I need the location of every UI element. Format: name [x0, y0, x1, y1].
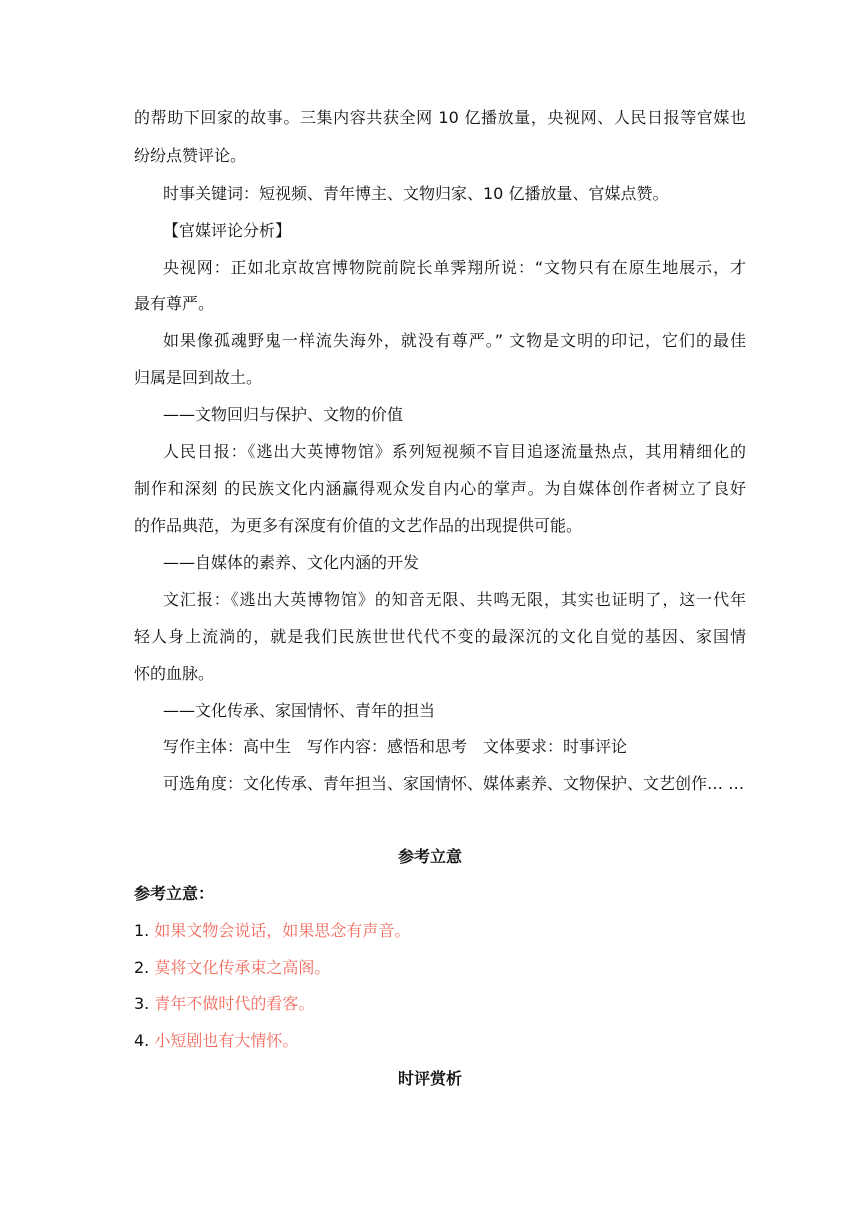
wenhui-line-3: 怀的血脉。 — [134, 664, 215, 683]
cctv-line-4: 归属是回到故土。 — [134, 368, 263, 387]
intro-line-2: 纷纷点赞评论。 — [134, 146, 247, 165]
writing-requirements: 写作主体：高中生 写作内容：感悟和思考 文体要求：时事评论 — [163, 737, 628, 756]
idea-number: 4. — [134, 1031, 150, 1050]
cctv-line-1: 央视网：正如北京故宫博物院前院长单霁翔所说：“文物只有在原生地展示，才 — [163, 258, 746, 277]
intro-line-1: 的帮助下回家的故事。三集内容共获全网 10 亿播放量，央视网、人民日报等官媒也 — [134, 108, 746, 127]
idea-number: 2. — [134, 958, 150, 977]
idea-number: 1. — [134, 921, 150, 940]
idea-item-4 — [134, 1031, 746, 1051]
idea-text: 青年不做时代的看客。 — [154, 994, 315, 1013]
idea-number: 3. — [134, 994, 150, 1013]
idea-item-3 — [134, 994, 746, 1014]
analysis-title: 时评赏析 — [397, 1069, 462, 1088]
section-heading: 【官媒评论分析】 — [163, 221, 292, 240]
idea-text: 小短剧也有大情怀。 — [154, 1031, 299, 1050]
reference-label: 参考立意： — [134, 884, 215, 903]
idea-text: 莫将文化传承束之高阁。 — [154, 958, 331, 977]
wenhui-line-2: 轻人身上流淌的，就是我们民族世世代代不变的最深沉的文化自觉的基因、家国情 — [134, 627, 746, 646]
idea-text: 如果文物会说话，如果思念有声音。 — [154, 921, 411, 940]
peoples-daily-line-2: 制作和深刻 的民族文化内涵赢得观众发自内心的掌声。为自媒体创作者树立了良好 — [134, 479, 746, 498]
optional-angles: 可选角度：文化传承、青年担当、家国情怀、媒体素养、文物保护、文艺创作… … — [163, 774, 745, 793]
cctv-line-3: 如果像孤魂野鬼一样流失海外，就没有尊严。” 文物是文明的印记，它们的最佳 — [163, 331, 746, 350]
reference-title: 参考立意 — [397, 847, 462, 866]
cctv-tag: ——文物回归与保护、文物的价值 — [163, 405, 404, 424]
idea-item-2 — [134, 958, 746, 978]
keywords-paragraph: 时事关键词：短视频、青年博主、文物归家、10 亿播放量、官媒点赞。 — [163, 184, 669, 203]
wenhui-tag: ——文化传承、家国情怀、青年的担当 — [163, 701, 436, 720]
peoples-daily-line-1: 人民日报：《逃出大英博物馆》系列短视频不盲目追逐流量热点，其用精细化的 — [163, 442, 746, 461]
peoples-daily-tag: ——自媒体的素养、文化内涵的开发 — [163, 553, 420, 572]
wenhui-line-1: 文汇报：《逃出大英博物馆》的知音无限、共鸣无限，其实也证明了，这一代年 — [163, 590, 746, 609]
cctv-line-2: 最有尊严。 — [134, 294, 215, 313]
peoples-daily-line-3: 的作品典范，为更多有深度有价值的文艺作品的出现提供可能。 — [134, 516, 583, 535]
idea-item-1 — [134, 921, 746, 941]
